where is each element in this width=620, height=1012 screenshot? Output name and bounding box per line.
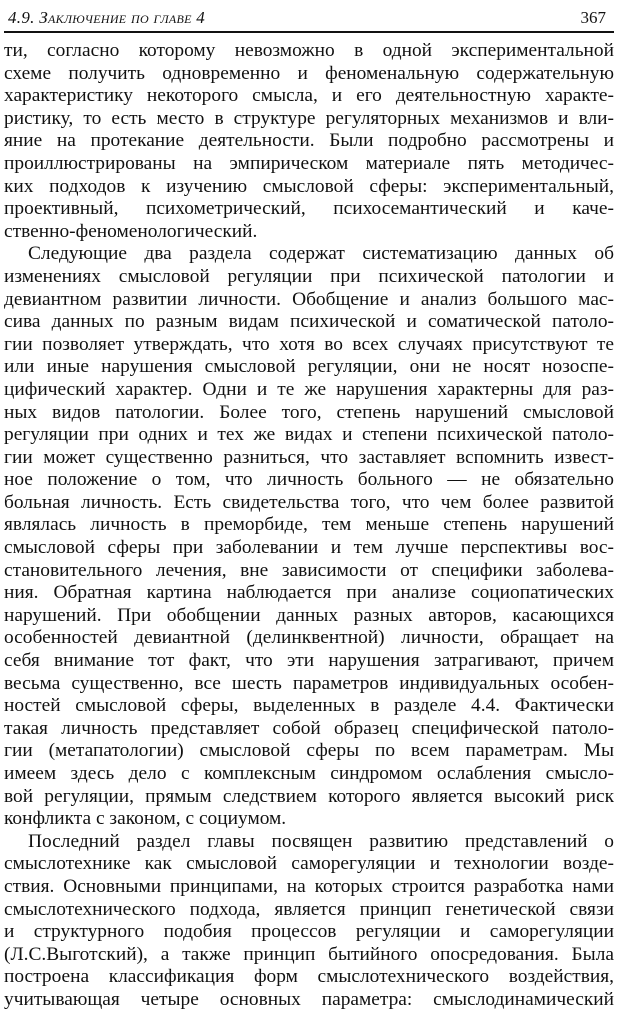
text-line: яние на протекание деятельности. Были подробно рассмотрены и <box>4 130 614 152</box>
header-rule <box>4 31 614 33</box>
page-number: 367 <box>580 8 606 27</box>
text-line: ти, согласно которому невозможно в одной экспериментальной <box>4 40 614 61</box>
text-line: девиантном развитии личности. Обобщение и анализ большого мас- <box>4 288 614 310</box>
text-line: ния. Обратная картина наблюдается при анализе социопатических <box>4 582 614 604</box>
text-line: сива данных по разным видам психической и соматической патоло- <box>4 311 614 333</box>
text-line: ствия. Основными принципами, на которых строится разработка нами <box>4 875 614 897</box>
text-line: изменениях смысловой регуляции при психической патологии и <box>4 265 614 287</box>
text-line: ственно-феноменологический. <box>4 220 258 242</box>
text-line: являлась личность в преморбиде, тем меньше степень нарушений <box>4 514 614 536</box>
body-text <box>4 40 614 1012</box>
text-line: или иные нарушения смысловой регуляции, они не носят нозоспе- <box>4 356 614 378</box>
text-line: больная личность. Есть свидетельства того, что чем более развитой <box>4 491 614 513</box>
text-line: становительного лечения, вне зависимости от специфики заболева- <box>4 559 614 581</box>
text-line: смысловой сферы при заболевании и тем лучше перспективы вос- <box>4 537 614 559</box>
text-line: регуляции при одних и тех же видах и степени психической патоло- <box>4 424 614 446</box>
page-header <box>8 2 610 28</box>
text-line: нарушений. При обобщении данных разных авторов, касающихся <box>4 604 614 626</box>
text-line: построена классификация форм смыслотехнического воздействия, <box>4 966 614 988</box>
text-line: вой регуляции, прямым следствием которого является высокий риск <box>4 785 614 807</box>
text-line: (Л.С.Выготский), а также принцип бытийного опосредования. Была <box>4 943 614 965</box>
text-line: конфликта с законом, с социумом. <box>4 808 287 830</box>
text-line: цифический характер. Одни и те же нарушения характерны для раз- <box>4 378 614 400</box>
text-line: такая личность представляет собой образец специфической патоло- <box>4 717 614 739</box>
text-line: гии может существенно разниться, что заставляет вспомнить извест- <box>4 446 614 468</box>
text-line: Последний раздел главы посвящен развитию представлений о <box>28 830 614 852</box>
text-line: учитывающая четыре основных параметра: смыслодинамический <box>4 988 614 1010</box>
text-line: ристику, то есть место в структуре регуляторных механизмов и вли- <box>4 107 614 129</box>
text-line: себя внимание тот факт, что эти нарушения затрагивают, причем <box>4 650 614 672</box>
running-title: 4.9. Заключение по главе 4 <box>8 8 206 27</box>
text-line: и структурного подобия процессов регуляции и саморегуляции <box>4 921 614 943</box>
text-line: гии позволяет утверждать, что хотя во всех случаях присутствуют те <box>4 333 614 355</box>
text-line: имеем здесь дело с комплексным синдромом ослабления смысло- <box>4 763 614 784</box>
text-line: проективный, психометрический, психосемантический и каче- <box>4 198 614 220</box>
text-line: особенностей девиантной (делинквентной) личности, обращает на <box>4 627 614 649</box>
text-line: смыслотехнике как смысловой саморегуляции и технологии возде- <box>4 853 614 875</box>
text-line: ных видов патологии. Более того, степень нарушений смысловой <box>4 401 614 423</box>
text-line: ностей смысловой сферы, выделенных в разделе 4.4. Фактически <box>4 695 614 717</box>
text-line: проиллюстрированы на эмпирическом материале пять методичес- <box>4 152 614 174</box>
text-line: схеме получить одновременно и феноменальную содержательную <box>4 62 614 84</box>
text-line: весьма существенно, все шесть параметров индивидуальных особен- <box>4 672 614 694</box>
text-line: Следующие два раздела содержат систематизацию данных об <box>28 243 614 265</box>
text-line: ное положение о том, что личность больного — не обязательно <box>4 469 614 491</box>
text-line: характеристику некоторого смысла, и его деятельностную характе- <box>4 85 614 107</box>
text-line: смыслотехнического подхода, является принцип генетической связи <box>4 898 614 920</box>
text-line: гии (метапатологии) смысловой сферы по всем параметрам. Мы <box>4 740 614 762</box>
text-line: ких подходов к изучению смысловой сферы: экспериментальный, <box>4 175 614 197</box>
